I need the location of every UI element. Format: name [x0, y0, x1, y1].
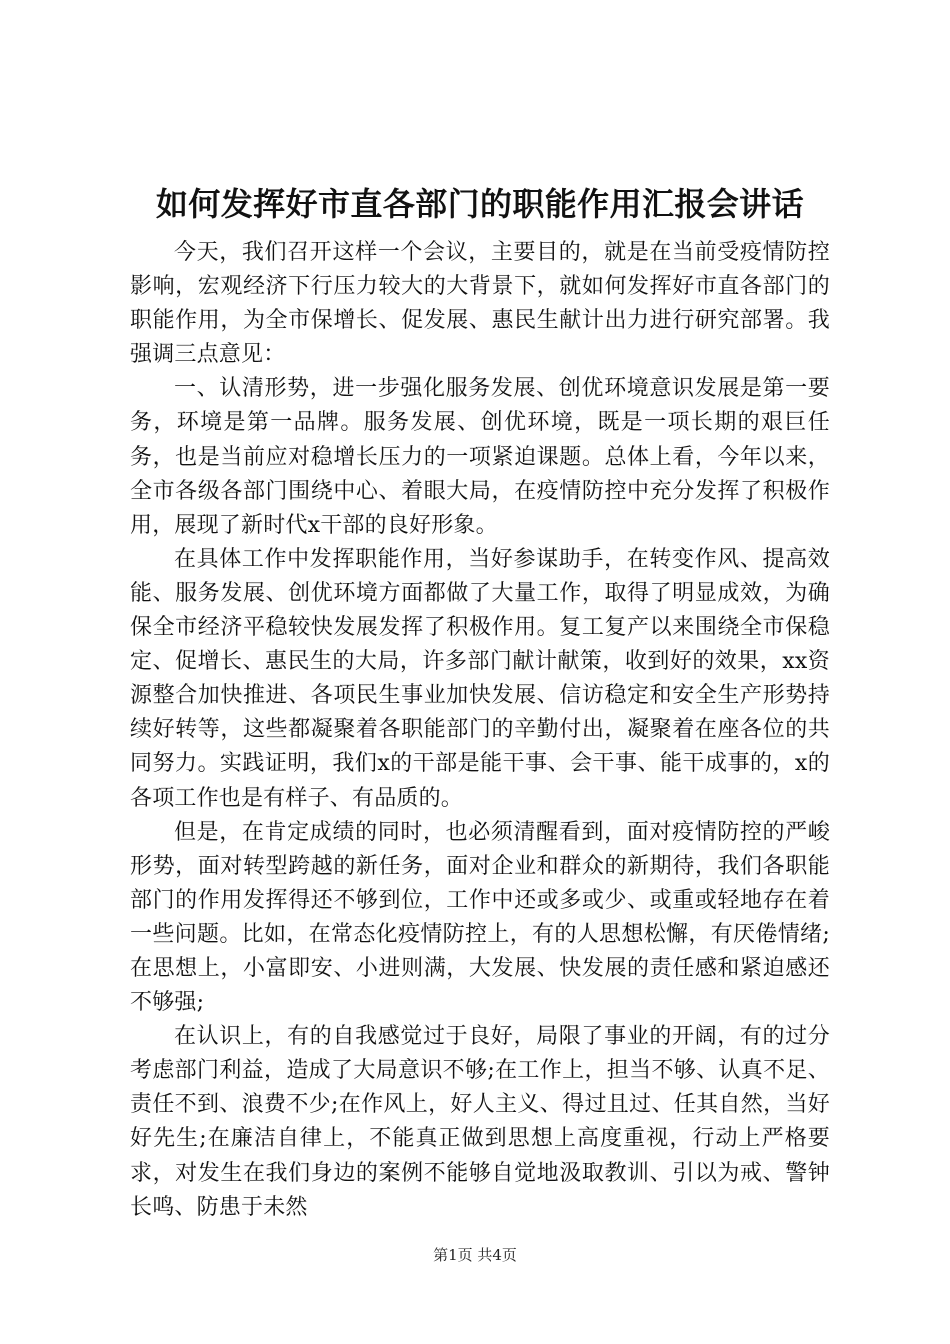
- paragraph-achievements: 在具体工作中发挥职能作用，当好参谋助手，在转变作风、提高效能、服务发展、创优环境方面都做了大量工作，取得了明显成效，为确保全市经济平稳较快发展发挥了积极作用。复工复产以来围绕全市保稳定、促增长、惠民生的大局，许多部门献计献策，收到好的效果，xx资源整合加快推进、各项民生事业加快发展、信访稳定和安全生产形势持续好转等，这些都凝聚着各职能部门的辛勤付出，凝聚着在座各位的共同努力。实践证明，我们x的干部是能干事、会干事、能干成事的，x的各项工作也是有样子、有品质的。: [130, 546, 830, 811]
- page-number-footer: 第1页 共4页: [433, 1246, 517, 1264]
- document-title: 如何发挥好市直各部门的职能作用汇报会讲话: [155, 185, 804, 223]
- paragraph-awareness: 在认识上，有的自我感觉过于良好，局限了事业的开阔，有的过分考虑部门利益，造成了大局意识不够;在工作上，担当不够、认真不足、责任不到、浪费不少;在作风上，好人主义、得过且过、任其自然，当好好先生;在廉洁自律上，不能真正做到思想上高度重视，行动上严格要求，对发生在我们身边的案例不能够自觉地汲取教训、引以为戒、警钟长鸣、防患于未然: [130, 1024, 830, 1220]
- paragraph-intro: 今天，我们召开这样一个会议，主要目的，就是在当前受疫情防控影响，宏观经济下行压力较大的大背景下，就如何发挥好市直各部门的职能作用，为全市保增长、促发展、惠民生献计出力进行研究部署。我强调三点意见：: [130, 240, 830, 368]
- paragraph-problems: 但是，在肯定成绩的同时，也必须清醒看到，面对疫情防控的严峻形势，面对转型跨越的新任务，面对企业和群众的新期待，我们各职能部门的作用发挥得还不够到位，工作中还或多或少、或重或轻地存在着一些问题。比如，在常态化疫情防控上，有的人思想松懈，有厌倦情绪;在思想上，小富即安、小进则满，大发展、快发展的责任感和紧迫感还不够强;: [130, 819, 830, 1016]
- document-body: [130, 236, 830, 1225]
- paragraph-section-one: 一、认清形势，进一步强化服务发展、创优环境意识发展是第一要务，环境是第一品牌。服务发展、创优环境，既是一项长期的艰巨任务，也是当前应对稳增长压力的一项紧迫课题。总体上看，今年以来，全市各级各部门围绕中心、着眼大局，在疫情防控中充分发挥了积极作用，展现了新时代x干部的良好形象。: [130, 376, 830, 538]
